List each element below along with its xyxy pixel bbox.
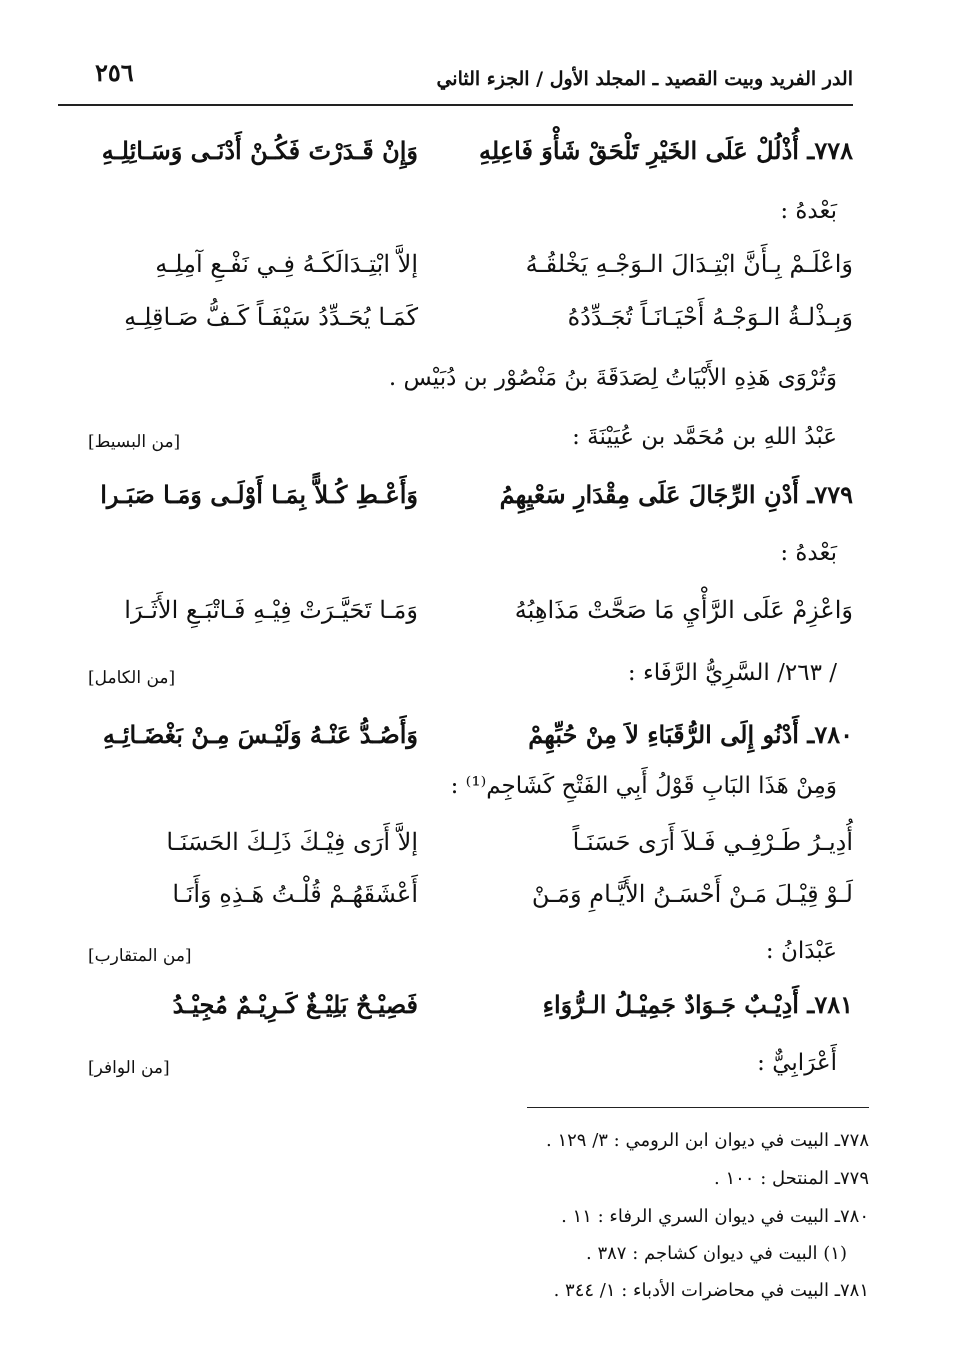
footnote: ٧٧٩ـ المنتحل : ١٠٠ . [714, 1168, 869, 1189]
prose-line: / ٢٦٣/ السَّرِيُّ الرَّفَاء : [627, 660, 837, 686]
prose-line: عَبْدَانُ : [765, 938, 837, 964]
verse-hemistich-first: لَـوْ قِيْـلَ مَـنْ أَحْسَـنُ الأَيَّـامِ وَمَـنْ [531, 880, 853, 908]
prose-line: بَعْدهُ : [780, 540, 837, 566]
verse-hemistich-second: إلاَّ ابْتِـدَالَكَـهُ فِـي نَفْـعِ آمِلِـهِ [155, 250, 418, 278]
verse-hemistich-second: وَمَـا تَحَيَّـرَتْ فِيْـهِ فَـاتْبَـعِ الأَثَـرَا [124, 596, 418, 624]
verse-hemistich-first: ٧٧٨ـ أُذْلُلْ عَلَى الخَيْرِ تَلْحَقْ شَأْوَ فَاعِلِهِ [479, 136, 853, 165]
verse-hemistich-second: إلاَّ أَرَى فِيْـكَ ذَلِـكَ الحَسَنَـا [166, 828, 418, 856]
verse-hemistich-first: ٧٨١ـ أَدِيْـبٌ جَـوَادٌ جَمِيْـلُ الـرُّوَاءِ [542, 990, 853, 1019]
running-title: الدر الفريد وبيت القصيد ـ المجلد الأول / الجزء الثاني [436, 68, 853, 90]
verse-hemistich-second: كَمَـا يُحَـدِّدُ سَيْفَـاً كَـفُّ صَـاقِلِـهِ [124, 303, 418, 331]
verse-hemistich-first: وَاعْلَـمْ بِـأَنَّ ابْتِـدَالَ الـوَجْـهِ يَخْلقُـهُ [525, 250, 853, 278]
prose-line: بَعْدهُ : [780, 198, 837, 224]
verse-hemistich-first: وَاعْزِمْ عَلَى الرَّأْيِ مَا صَحَّتْ مَذَاهِبُهُ [514, 596, 853, 624]
prose-line: وَتُرْوَى هَذِهِ الأَبْيَاتُ لِصَدَقَةَ بنُ مَنْصُوْر بن دُبَيْس . [388, 365, 837, 391]
footnote: (١) البيت في ديوان كشاجم : ٣٨٧ . [586, 1243, 847, 1264]
page-number: ٢٥٦ [95, 58, 134, 87]
verse-hemistich-second: فَصِيْـحٌ بَلِيْـغٌ كَـرِيْـمٌ مُجِيْـدُ [172, 990, 418, 1019]
verse-hemistich-second: وَأَعْـطِ كُـلاًّ بِمَـا أَوْلَـى وَمَـا صَبَـرا [100, 480, 418, 509]
page-header [55, 56, 853, 100]
footnote: ٧٧٨ـ البيت في ديوان ابن الرومي : ٣/ ١٢٩ . [546, 1130, 869, 1151]
header-rule [58, 104, 853, 106]
meter-label: [من الوافر] [88, 1058, 170, 1078]
meter-label: [من البسيط] [88, 432, 181, 452]
footnote: ٧٨١ـ البيت في محاضرات الأدباء : ١/ ٣٤٤ . [553, 1280, 869, 1301]
verse-hemistich-first: أُدِيـرُ طَـرْفِـي فَـلاَ أَرَى حَسَنَـاً [572, 828, 853, 856]
verse-hemistich-second: وَأَصُـدُّ عَنْـهُ وَلَيْـسَ مِـنْ بَغْضَـائِـهِ [102, 720, 418, 749]
verse-hemistich-second: أَعْشَقَهُـمْ قُلْـتُ هَـذِهِ وَأَنَـا [172, 880, 418, 908]
footnote: ٧٨٠ـ البيت في ديوان السري الرفاء : ١١ . [561, 1206, 869, 1227]
prose-line: أَعْرَابِيٌّ : [757, 1050, 837, 1076]
verse-hemistich-first: ٧٨٠ـ أَدْنُو إِلَى الرُّقَبَاءِ لاَ مِنْ حُبِّهِمْ [528, 720, 853, 749]
verse-hemistich-first: وَبِـذْلـةُ الـوَجْـهُ أَحْيَـانَـاً تُجَـدِّدُهُ [567, 303, 853, 331]
prose-line: وَمِنْ هَذَا البَابِ قَوْلُ أَبِي الفَتْحِ كَشَاجِم⁽¹⁾ : [450, 773, 837, 799]
prose-line: عَبْدُ اللهِ بن مُحَمَّد بن عُيَيْنَةَ : [572, 424, 837, 450]
verse-hemistich-second: وَإِنْ قَـدَرْتَ فَكُـنْ أَدْنَـى وَسَـائِلِـهِ [101, 136, 418, 165]
footnote-rule [527, 1107, 869, 1108]
verse-hemistich-first: ٧٧٩ـ أَدْنِ الرِّجَالَ عَلَى مِقْدَارِ سَعْيِهِمُ [499, 480, 853, 509]
meter-label: [من المتقارب] [88, 946, 192, 966]
meter-label: [من الكامل] [88, 668, 176, 688]
